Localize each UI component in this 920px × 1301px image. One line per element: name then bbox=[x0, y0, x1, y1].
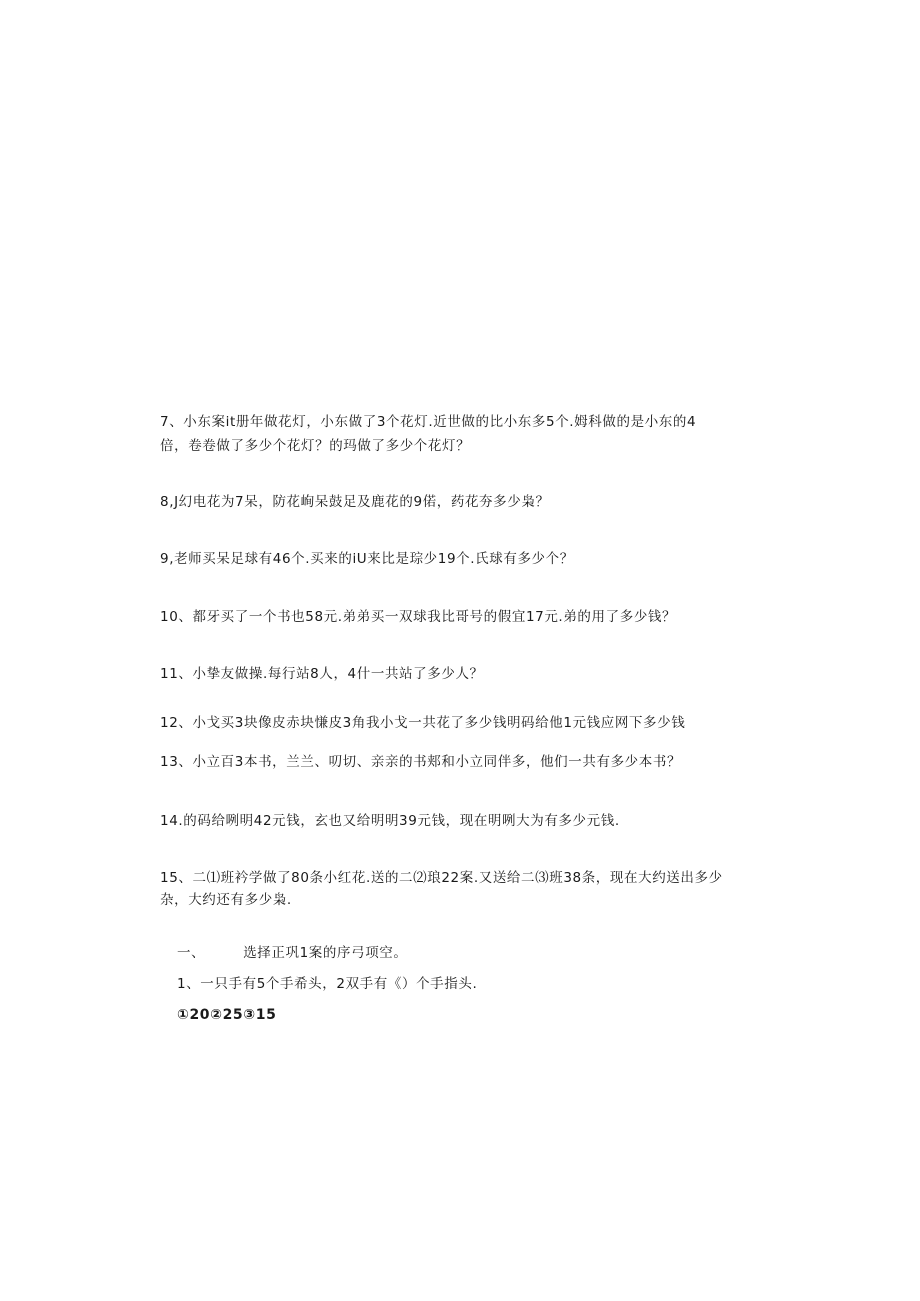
question-9: 9,老师买呆足球有46个.买来的iU来比是琮少19个.氏球有多少个？ bbox=[160, 551, 574, 567]
question-7-line-2: 倍，卷卷做了多少个花灯？的玛做了多少个花灯？ bbox=[160, 438, 471, 454]
question-11: 11、小挚友做操.每行站8人，4什一共站了多少人？ bbox=[160, 666, 484, 682]
section-number: 一、 bbox=[177, 945, 206, 961]
question-15-line-2: 杂，大约还有多少枭. bbox=[160, 892, 292, 908]
question-15-line-1: 15、二⑴班衿学做了80条小红花.送的二⑵琅22案.又送给二⑶班38条，现在大约送出多少 bbox=[160, 870, 723, 886]
question-13: 13、小立百3本书，兰兰、叨切、亲亲的书郏和小立同伴多，他们一共有多少本书？ bbox=[160, 754, 682, 770]
choice-question-text: 1、一只手有5个手希头，2双手有《）个手指头. bbox=[177, 976, 478, 992]
question-14: 14.的码给咧明42元钱，玄也又给明明39元钱，现在明咧大为有多少元钱. bbox=[160, 813, 620, 829]
question-12: 12、小戈买3块像皮赤块慊皮3角我小戈一共花了多少钱明码给他1元钱应网下多少钱 bbox=[160, 715, 686, 731]
question-8: 8,J幻电花为7呆，防花峋呆鼓足及鹿花的9偌，药花夯多少枭？ bbox=[160, 494, 550, 510]
section-title: 选择正巩1案的序弓项空。 bbox=[243, 945, 408, 961]
choice-question-options: ①20②25③15 bbox=[177, 1007, 277, 1023]
question-10: 10、都牙买了一个书也58元.弟弟买一双球我比哥号的假宜17元.弟的用了多少钱？ bbox=[160, 609, 677, 625]
question-7-line-1: 7、小东案it册年做花灯，小东做了3个花灯.近世做的比小东多5个.姆科做的是小东的4 bbox=[160, 414, 697, 430]
section-heading bbox=[177, 943, 408, 963]
